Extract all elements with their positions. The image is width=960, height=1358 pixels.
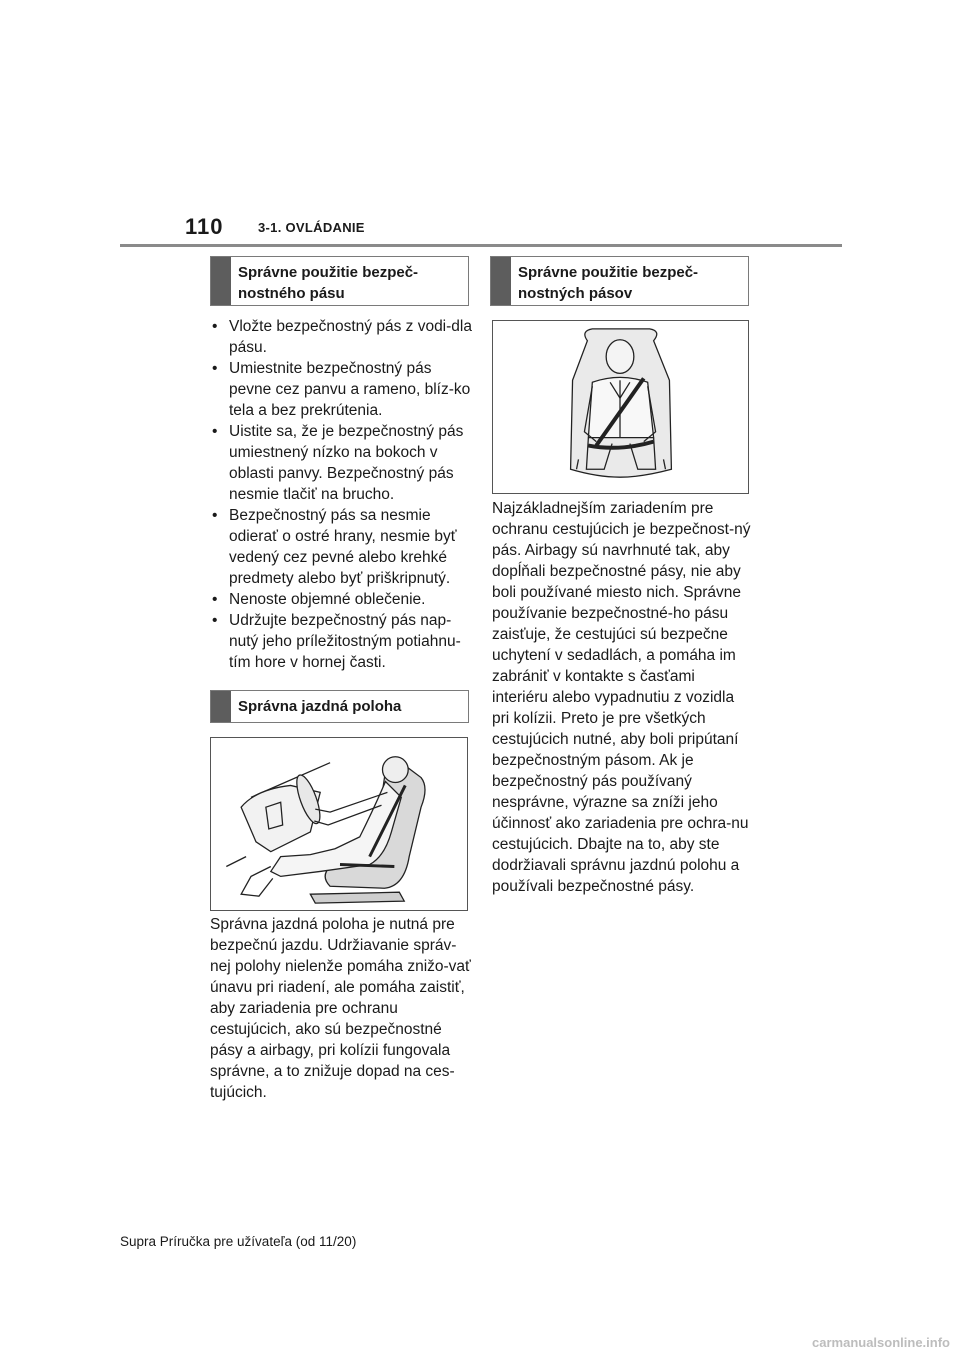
list-item: • Nenoste objemné oblečenie. xyxy=(210,589,472,610)
heading-seatbelts-use xyxy=(490,256,749,306)
section-title: 3-1. OVLÁDANIE xyxy=(258,220,365,235)
seatbelt-illustration xyxy=(492,320,749,494)
page-number: 110 xyxy=(185,214,224,239)
driving-position-paragraph: Správna jazdná poloha je nutná pre bezpečnú jazdu. Udržiavanie správ-nej polohy nielenže pomáha znižo-vať únavu pri riadení, ale pomáha zaistiť, aby zariadenia pre ochranu cestujúcich, ako sú bezpečnostné pásy a airbagy, pri kolízii fungovala správne, a to znižuje dopad na ces-tujúcich. xyxy=(210,916,471,1101)
seatbelt-bullet-list xyxy=(210,316,472,673)
seated-person-drawing xyxy=(493,321,748,493)
list-item: • Uistite sa, že je bezpečnostný pás umiestnený nízko na bokoch v oblasti panvy. Bezpečnostný pás nesmie tlačiť na brucho. xyxy=(210,421,472,505)
heading-driving-position xyxy=(210,690,469,723)
list-item: • Udržujte bezpečnostný pás nap-nutý jeho príležitostným potiahnu-tím hore v hornej časti. xyxy=(210,610,472,673)
heading-bar xyxy=(211,257,231,305)
list-item: • Vložte bezpečnostný pás z vodi-dla pásu. xyxy=(210,316,472,358)
header-divider xyxy=(120,244,842,247)
list-item: • Bezpečnostný pás sa nesmie odierať o ostré hrany, nesmie byť vedený cez pevné alebo krehké predmety alebo byť priškripnutý. xyxy=(210,505,472,589)
footer-text: Supra Príručka pre užívateľa (od 11/20) xyxy=(120,1234,357,1249)
heading-seatbelt-use xyxy=(210,256,469,306)
heading-bar xyxy=(491,257,511,305)
heading-seatbelt-use-text: Správne použitie bezpeč-nostného pásu xyxy=(238,264,419,302)
list-item: • Umiestnite bezpečnostný pás pevne cez panvu a rameno, blíz-ko tela a bez prekrútenia. xyxy=(210,358,472,421)
heading-bar xyxy=(211,691,231,722)
heading-seatbelts-use-text: Správne použitie bezpeč-nostných pásov xyxy=(518,264,699,302)
watermark: carmanualsonline.info xyxy=(812,1335,950,1350)
driving-position-illustration xyxy=(210,737,468,911)
seatbelts-paragraph: Najzákladnejším zariadením pre ochranu cestujúcich je bezpečnost-ný pás. Airbagy sú navrhnuté tak, aby dopĺňali bezpečnostné pásy, nie aby boli používané miesto nich. Správne používanie bezpečnostné-ho pásu zaisťuje, že cestujúci sú bezpečne uchytení v sedadlách, a pomáha im zabrániť v kontakte s časťami interiéru alebo vypadnutiu z vozidla pri kolízii. Preto je pre všetkých cestujúcich nutné, aby boli pripútaní bezpečnostným pásom. Ak je bezpečnostný pás používaný nesprávne, výrazne sa zníži jeho účinnosť ako zariadenia pre ochra-nu cestujúcich. Dbajte na to, aby ste dodržiavali správnu jazdnú polohu a používali bezpečnostné pásy. xyxy=(492,500,751,895)
heading-driving-position-text: Správna jazdná poloha xyxy=(238,698,402,715)
driver-seat-drawing xyxy=(211,738,467,910)
